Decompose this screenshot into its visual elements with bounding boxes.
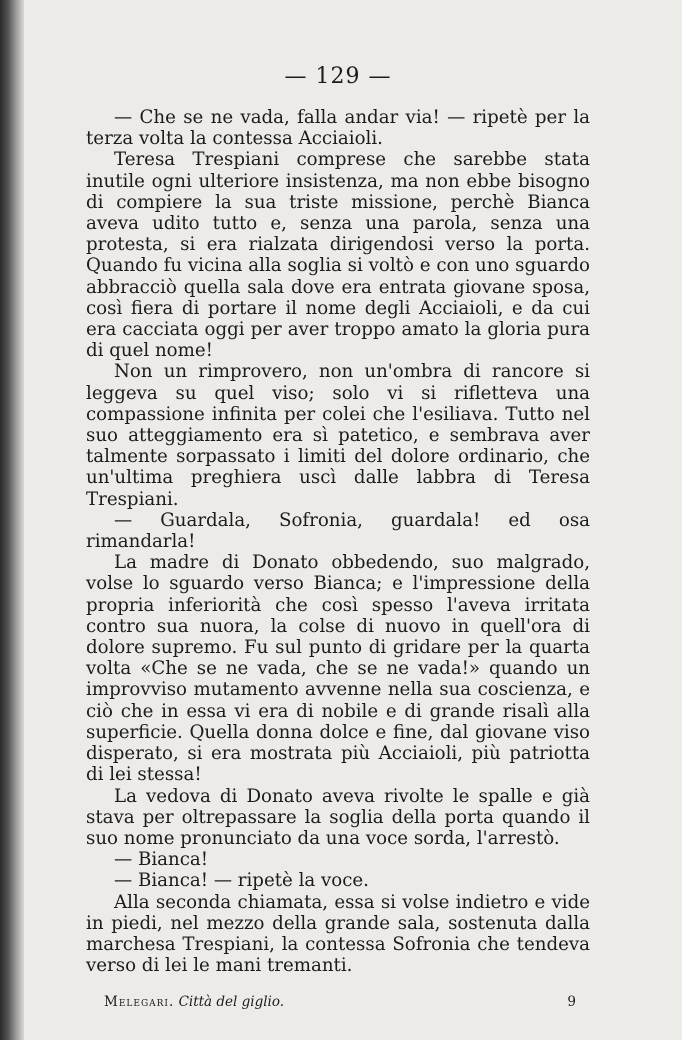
paragraph: La vedova di Donato aveva rivolte le spalle e già stava per oltrepassare la soglia della porta quando il suo nome pronunciato da una voce sorda, l'arrestò.: [86, 785, 590, 849]
paragraph: — Guardala, Sofronia, guardala! ed osa rimandarla!: [86, 509, 590, 553]
footer-citation: [104, 994, 284, 1010]
paragraph: — Bianca! — ripetè la voce.: [114, 870, 369, 892]
signature-mark: 9: [567, 994, 576, 1011]
paragraph: La madre di Donato obbedendo, suo malgrado, volse lo sguardo verso Bianca; e l'impressione della propria inferiorità che così spesso l'aveva irritata contro sua nuora, la colse di nuovo in quell'ora di dolore supremo. Fu sul punto di gridare per la quarta volta «Che se ne vada, che se ne vada!» quando un improvviso mutamento avvenne nella sua coscienza, e ciò che in essa vi era di nobile e di grande risalì alla superficie. Quella donna dolce e fine, dal giovane viso disperato, si era mostrata più Acciaioli, più patriotta di lei stessa!: [86, 552, 590, 786]
paragraph: Alla seconda chiamata, essa si volse indietro e vide in piedi, nel mezzo della grande sala, sostenuta dalla marchesa Trespiani, la contessa Sofronia che tendeva verso di lei le mani tremanti.: [86, 891, 590, 977]
book-page: [86, 64, 590, 1010]
footer-author: Melegari.: [104, 994, 175, 1011]
book-spine-shadow: [0, 0, 24, 1040]
page-body: [86, 107, 590, 976]
page-number: — 129 —: [284, 64, 392, 89]
paragraph: Teresa Trespiani comprese che sarebbe stata inutile ogni ulteriore insistenza, ma non ebbe bisogno di compiere la sua triste missione, perchè Bianca aveva udito tutto e, senza una parola, senza una protesta, si era rialzata dirigendosi verso la porta. Quando fu vicina alla soglia si voltò e con uno sguardo abbracciò quella sala dove era entrata giovane sposa, così fiera di portare il nome degli Acciaioli, e da cui era cacciata oggi per aver troppo amato la gloria pura di quel nome!: [86, 149, 590, 362]
paragraph: — Che se ne vada, falla andar via! — ripetè per la terza volta la contessa Acciaioli.: [86, 107, 590, 150]
page-footer: [86, 994, 590, 1010]
footer-title: Città del giglio.: [178, 994, 285, 1011]
paragraph: Non un rimprovero, non un'ombra di rancore si leggeva su quel viso; solo vi si rifletteva una compassione infinita per colei che l'esiliava. Tutto nel suo atteggiamento era sì patetico, e sembrava aver talmente sorpassato i limiti del dolore ordinario, che un'ultima preghiera uscì dalle labbra di Teresa Trespiani.: [86, 361, 590, 510]
paragraph: — Bianca!: [114, 849, 209, 871]
